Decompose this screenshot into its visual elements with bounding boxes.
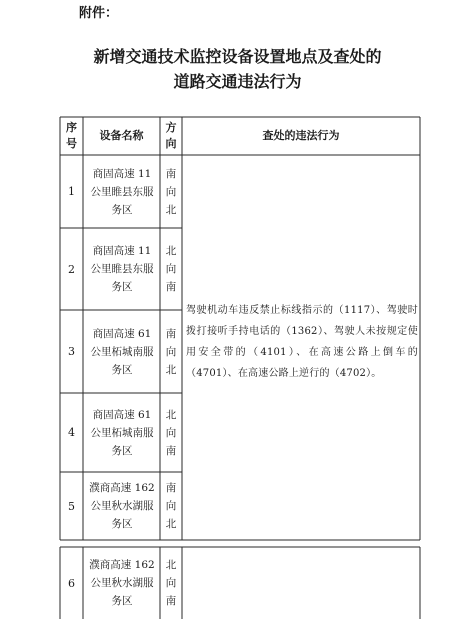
row-1-seq: 1: [68, 185, 75, 198]
row-4-direction: 北向南: [165, 408, 177, 457]
row-4-seq: 4: [68, 426, 75, 439]
row-4-device-name: 商固高速 61 公里柘城南服务区: [90, 408, 154, 457]
row-6-direction: 北向南: [165, 559, 177, 607]
row-5-direction: 南向北: [165, 482, 177, 530]
row-1-direction: 南向北: [165, 167, 177, 216]
row-2-seq: 2: [68, 262, 75, 276]
attachment-label: 附件：: [79, 6, 119, 21]
document-title-line1: 新增交通技术监控设备设置地点及查处的: [93, 47, 382, 66]
violations-description: 驾驶机动车违反禁止标线指示的（1117）、驾驶时拨打接听手持电话的（1362）、驾驶人未按规定使用安全带的（4101）、在高速公路上倒车的（4701）、在高速公路上逆行的（4702）。: [186, 305, 418, 379]
row-5-seq: 5: [68, 499, 75, 513]
document-title-line2: 道路交通违法行为: [173, 72, 302, 91]
header-violations: 查处的违法行为: [262, 129, 340, 142]
row-1-device-name: 商固高速 11 公里睢县东服务区: [90, 167, 154, 216]
row-5-device-name: 濮商高速 162 公里秋水湖服务区: [89, 482, 155, 530]
row-2-direction: 北向南: [165, 245, 177, 293]
row-3-device-name: 商固高速 61 公里柘城南服务区: [90, 327, 154, 376]
row-3-seq: 3: [68, 345, 75, 358]
row-6-seq: 6: [68, 576, 75, 590]
header-device-name: 设备名称: [99, 129, 144, 142]
row-6-device-name: 濮商高速 162 公里秋水湖服务区: [89, 559, 155, 607]
header-direction: 方向: [165, 121, 177, 150]
row-2-device-name: 商固高速 11 公里睢县东服务区: [90, 245, 154, 293]
header-seq: 序号: [66, 121, 77, 150]
row-3-direction: 南向北: [165, 327, 177, 376]
